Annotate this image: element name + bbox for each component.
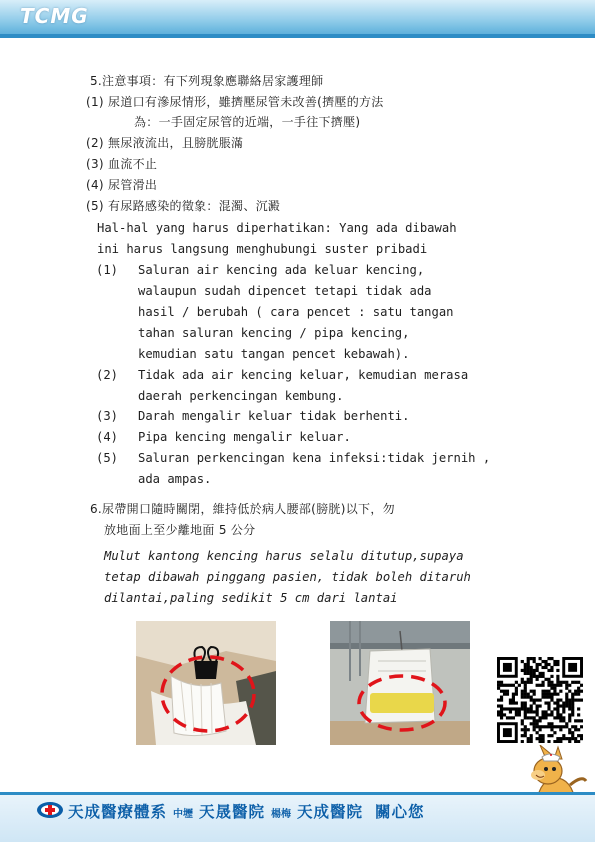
section5-item1-number: (1) — [96, 263, 119, 277]
section6-id-line1: Mulut kantong kencing harus selalu ditutup,supaya — [104, 549, 464, 563]
footer-location-2: 楊梅 — [271, 809, 292, 820]
section5-intro-id-line2: ini harus langsung menghubungi suster pribadi — [97, 242, 428, 256]
qr-code-icon[interactable] — [497, 657, 583, 743]
section5-item1-id-line1: Saluran air kencing ada keluar kencing, — [138, 263, 425, 277]
photo-clip-on-urine-bag — [136, 621, 276, 745]
section5-item5-zh: (5) 有尿路感染的徵象：混濁、沉澱 — [86, 199, 281, 213]
header-band — [0, 0, 595, 38]
section6-id-line3: dilantai,paling sedikit 5 cm dari lantai — [104, 591, 398, 605]
section5-item5-number: (5) — [96, 451, 119, 465]
section6-title-zh-line1: 6.尿帶開口隨時關閉，維持低於病人腰部(膀胱)以下，勿 — [90, 502, 395, 516]
section5-item4-id: Pipa kencing mengalir keluar. — [138, 430, 351, 444]
qr-code-graphic — [497, 657, 583, 743]
section5-title-zh: 5.注意事項：有下列現象應聯絡居家護理師 — [90, 74, 324, 88]
section5-item2-id-line2: daerah perkencingan kembung. — [138, 389, 344, 403]
section5-item1-zh-line1: (1) 尿道口有滲尿情形，雖擠壓尿管未改善(擠壓的方法 — [86, 95, 384, 109]
footer-system-name: 天成醫療體系 — [68, 803, 168, 821]
footer-hospital-1: 天晟醫院 — [199, 803, 266, 821]
section5-intro-id-line1: Hal-hal yang harus diperhatikan: Yang ada dibawah — [97, 221, 457, 235]
brand-logo-text: TCMG — [20, 4, 89, 28]
section5-item1-id-line4: tahan saluran kencing / pipa kencing, — [138, 326, 410, 340]
photo-hanging-urine-bag — [330, 621, 470, 745]
photo-bag-illustration — [330, 621, 470, 745]
section5-item1-id-line3: hasil / berubah ( cara pencet : satu tangan — [138, 305, 454, 319]
section5-item3-id: Darah mengalir keluar tidak berhenti. — [138, 409, 410, 423]
section6-title-zh-line2: 放地面上至少離地面 5 公分 — [104, 523, 256, 537]
section5-item1-id-line5: kemudian satu tangan pencet kebawah). — [138, 347, 410, 361]
footer-hospital-line — [68, 800, 425, 826]
section5-item2-number: (2) — [96, 368, 119, 382]
section5-item1-id-line2: walaupun sudah dipencet tetapi tidak ada — [138, 284, 432, 298]
section6-id-line2: tetap dibawah pinggang pasien, tidak boleh ditaruh — [104, 570, 471, 584]
section5-item2-zh: (2) 無尿液流出，且膀胱脹滿 — [86, 136, 244, 150]
section5-item4-number: (4) — [96, 430, 119, 444]
section5-item2-id-line1: Tidak ada air kencing keluar, kemudian merasa — [138, 368, 469, 382]
footer-hospital-2: 天成醫院 — [297, 803, 364, 821]
footer-logo-graphic — [36, 801, 64, 819]
section5-item5-id-line2: ada ampas. — [138, 472, 212, 486]
section5-item1-zh-line2: 為：一手固定尿管的近端，一手往下擠壓) — [134, 115, 361, 129]
section5-item5-id-line1: Saluran perkencingan kena infeksi:tidak jernih , — [138, 451, 491, 465]
section5-item4-zh: (4) 尿管滑出 — [86, 178, 158, 192]
section5-item3-zh: (3) 血流不止 — [86, 157, 158, 171]
section5-item3-number: (3) — [96, 409, 119, 423]
footer-location-1: 中壢 — [173, 809, 194, 820]
footer-slogan: 關心您 — [375, 803, 425, 821]
photo-clip-illustration — [136, 621, 276, 745]
hospital-cross-logo-icon — [36, 801, 64, 819]
